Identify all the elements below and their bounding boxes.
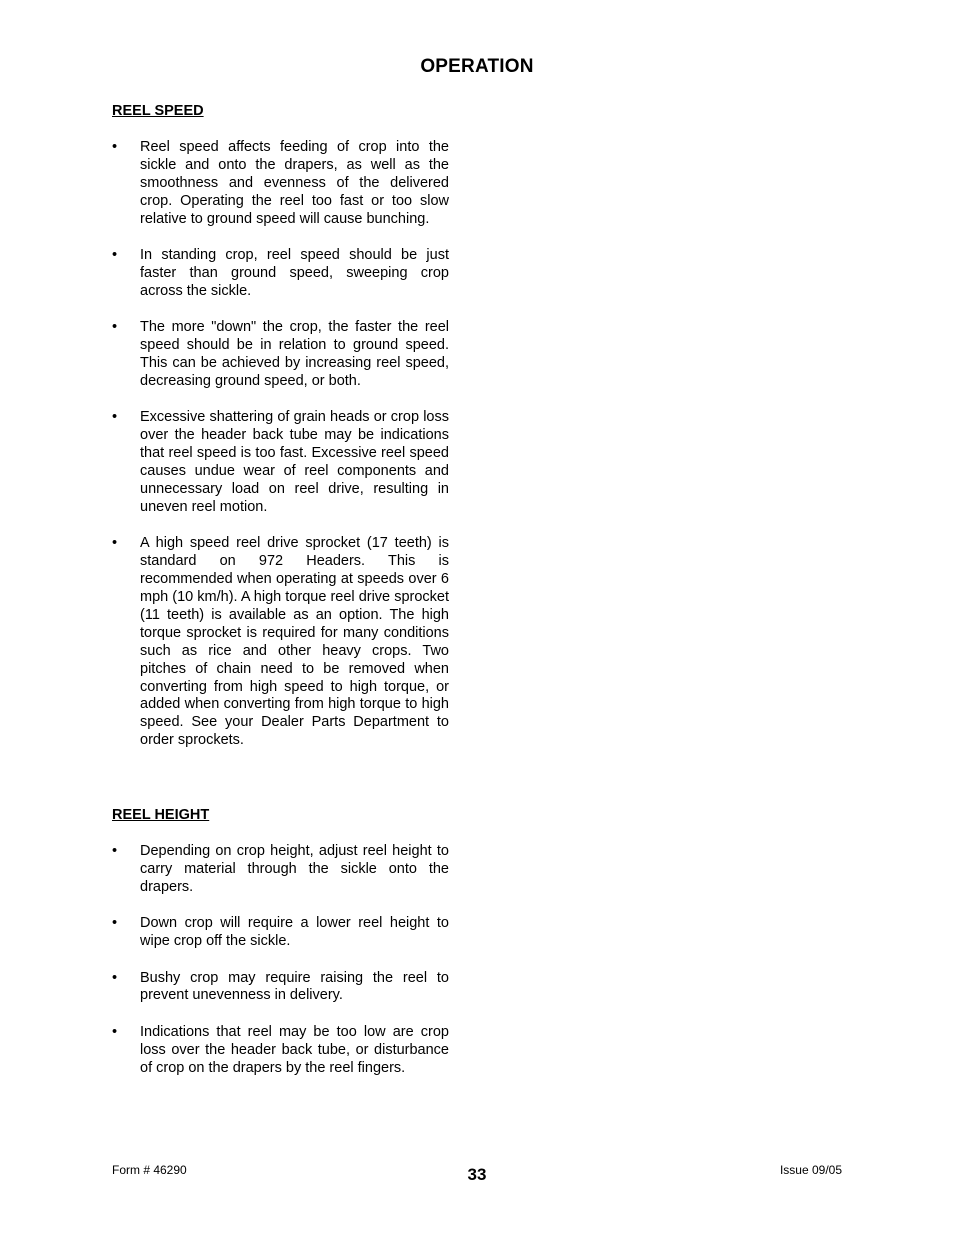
page-number: 33 (467, 1165, 487, 1184)
bullet-icon: • (112, 915, 118, 932)
bullet-text: Depending on crop height, adjust reel height to carry material through the sickle onto the drapers. (140, 843, 449, 895)
bullet-text: Excessive shattering of grain heads or crop loss over the header back tube may be indications that reel speed is too fast. Excessive reel speed causes undue wear of reel components and unnecessary load on reel drive, resulting in uneven reel motion. (140, 409, 449, 515)
section-heading: REEL HEIGHT (112, 807, 210, 823)
list-item (112, 915, 449, 951)
list-item (112, 970, 449, 1006)
section-reel-height (112, 806, 449, 1096)
bullet-text: Indications that reel may be too low are crop loss over the header back tube, or disturbance of crop on the drapers by the reel fingers. (140, 1023, 449, 1076)
bullet-list (112, 139, 449, 750)
footer-issue-date: Issue 09/05 (779, 1163, 842, 1177)
list-item (112, 843, 449, 897)
bullet-icon: • (112, 409, 118, 426)
list-item (112, 319, 449, 391)
list-item (112, 139, 449, 229)
bullet-text: In standing crop, reel speed should be just faster than ground speed, sweeping crop across the sickle. (140, 247, 449, 299)
bullet-icon: • (112, 247, 118, 264)
bullet-text: The more "down" the crop, the faster the reel speed should be in relation to ground speed. This can be achieved by increasing reel speed, decreasing ground speed, or both. (140, 319, 449, 389)
footer-form-number: Form # 46290 (112, 1163, 187, 1177)
list-item (112, 1024, 449, 1078)
bullet-text: Reel speed affects feeding of crop into the sickle and onto the drapers, as well as the smoothness and evenness of the delivered crop. Operating the reel too fast or too slow relative to ground speed will cause bunching. (140, 139, 449, 227)
bullet-text: Bushy crop may require raising the reel to prevent unevenness in delivery. (140, 969, 449, 1004)
bullet-icon: • (112, 1023, 118, 1040)
bullet-icon: • (112, 843, 118, 859)
bullet-list (112, 843, 449, 1078)
page-title: OPERATION (420, 56, 534, 77)
bullet-icon: • (112, 535, 118, 552)
bullet-icon: • (112, 139, 118, 155)
section-heading: REEL SPEED (112, 103, 204, 119)
list-item (112, 247, 449, 301)
list-item (112, 535, 449, 750)
bullet-text: A high speed reel drive sprocket (17 teeth) is standard on 972 Headers. This is recommended when operating at speeds over 6 mph (10 km/h). A high torque reel drive sprocket (11 teeth) is available as an option. The high torque sprocket is required for many conditions such as rice and other heavy crops. Two pitches of chain need to be removed when converting from high speed to high torque, or added when converting from high torque to high speed. See your Dealer Parts Department to order sprockets. (140, 535, 449, 749)
bullet-icon: • (112, 319, 118, 336)
bullet-icon: • (112, 969, 118, 986)
bullet-text: Down crop will require a lower reel height to wipe crop off the sickle. (140, 915, 449, 950)
list-item (112, 409, 449, 516)
section-reel-speed (112, 102, 449, 769)
